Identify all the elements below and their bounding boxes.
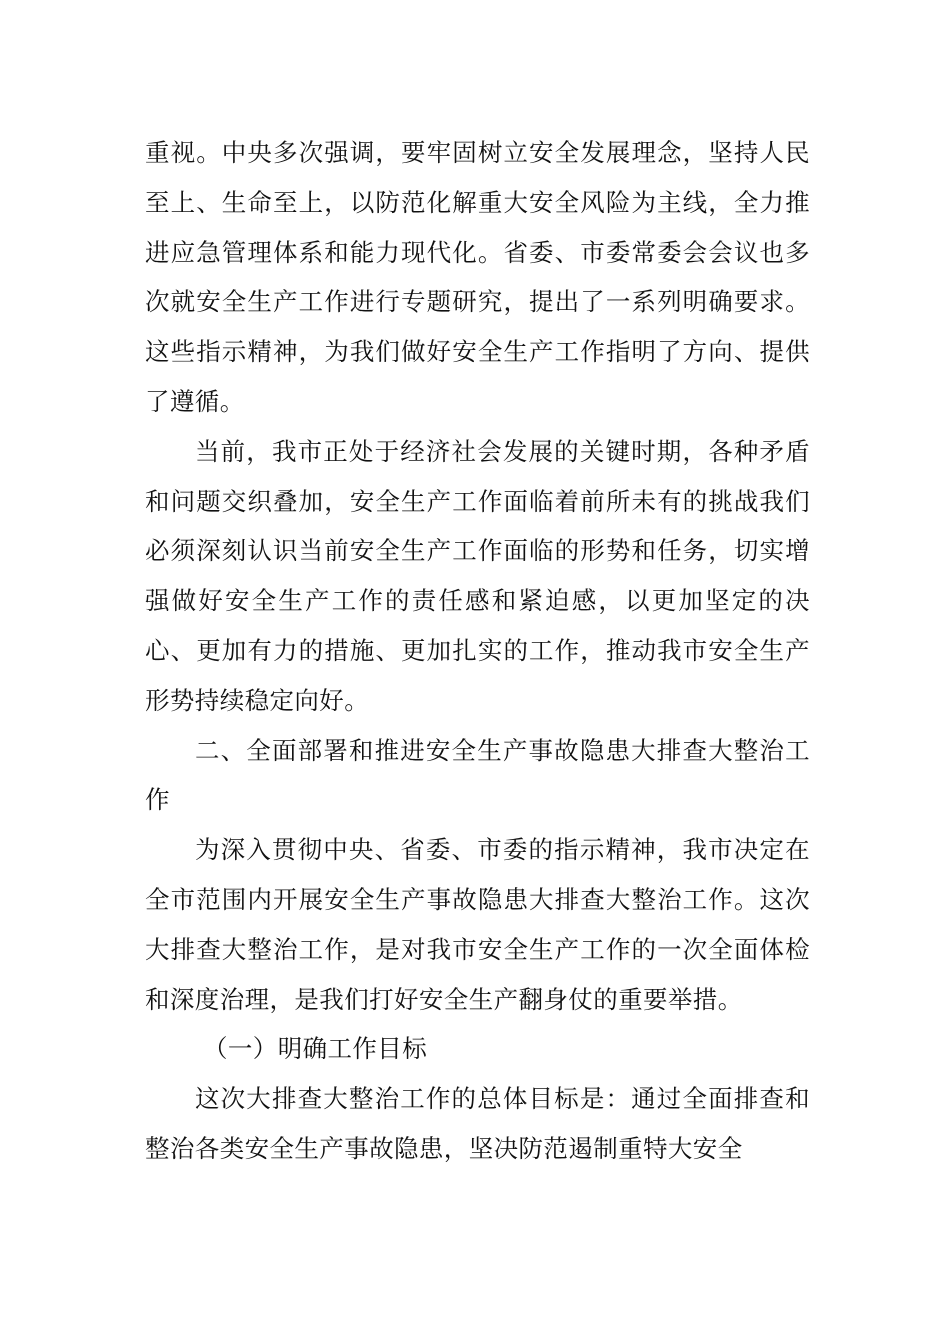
paragraph-current-situation: 当前，我市正处于经济社会发展的关键时期，各种矛盾和问题交织叠加，安全生产工作面临着前所未有的挑战我们必须深刻认识当前安全生产工作面临的形势和任务，切实增强做好安全生产工作的责任感和紧迫感，以更加坚定的决心、更加有力的措施、更加扎实的工作，推动我市安全生产形势持续稳定向好。 [145, 436, 810, 715]
paragraph-intro-continuation: 重视。中央多次强调，要牢固树立安全发展理念，坚持人民至上、生命至上，以防范化解重大安全风险为主线，全力推进应急管理体系和能力现代化。省委、市委常委会会议也多次就安全生产工作进行专题研究，提出了一系列明确要求。这些指示精神，为我们做好安全生产工作指明了方向、提供了遵循。 [145, 138, 810, 416]
section-two-heading: 二、全面部署和推进安全生产事故隐患大排查大整治工作 [145, 735, 810, 815]
subsection-one-heading: （一）明确工作目标 [203, 1034, 428, 1064]
paragraph-section-two-body: 为深入贯彻中央、省委、市委的指示精神，我市决定在全市范围内开展安全生产事故隐患大排查大整治工作。这次大排查大整治工作，是对我市安全生产工作的一次全面体检和深度治理，是我们打好安全生产翻身仗的重要举措。 [145, 835, 810, 1014]
document-body [145, 128, 810, 1174]
paragraph-subsection-one-body: 这次大排查大整治工作的总体目标是：通过全面排查和整治各类安全生产事故隐患，坚决防范遏制重特大安全 [145, 1084, 810, 1163]
